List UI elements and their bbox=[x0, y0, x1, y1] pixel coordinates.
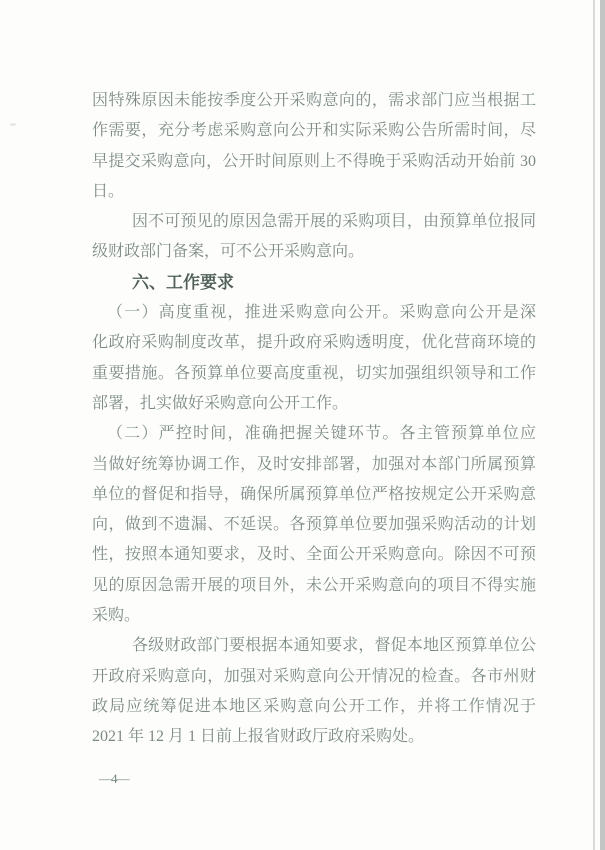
page-edge-strip bbox=[600, 0, 605, 850]
scan-smudge-artifact bbox=[10, 123, 16, 126]
document-line: 日。 bbox=[92, 182, 125, 200]
document-text-block bbox=[92, 86, 536, 753]
document-line: 化政府采购制度改革，提升政府采购透明度，优化营商环境的 bbox=[92, 334, 536, 352]
document-line: 向，做到不遗漏、不延误。各预算单位要加强采购活动的计划 bbox=[92, 516, 536, 534]
page-number: —4— bbox=[99, 771, 129, 786]
document-line: 级财政部门备案，可不公开采购意向。 bbox=[92, 243, 365, 261]
document-line: 采购。 bbox=[92, 607, 141, 625]
document-line: 政局应统筹促进本地区采购意向公开工作，并将工作情况于 bbox=[92, 697, 536, 715]
document-line: 当做好统筹协调工作，及时安排部署，加强对本部门所属预算 bbox=[92, 455, 536, 473]
document-line: 部署，扎实做好采购意向公开工作。 bbox=[92, 394, 349, 412]
document-line: （一）高度重视，推进采购意向公开。采购意向公开是深 bbox=[107, 304, 536, 322]
page-edge-line bbox=[593, 0, 595, 850]
document-line: 开政府采购意向，加强对采购意向公开情况的检查。各市州财 bbox=[92, 667, 536, 685]
document-line: （二）严控时间，准确把握关键环节。各主管预算单位应 bbox=[107, 425, 536, 443]
document-line: 重要措施。各预算单位要高度重视，切实加强组织领导和工作 bbox=[92, 364, 536, 382]
document-line: 单位的督促和指导，确保所属预算单位严格按规定公开采购意 bbox=[92, 485, 536, 503]
document-line: 作需要，充分考虑采购意向公开和实际采购公告所需时间，尽 bbox=[92, 122, 536, 140]
document-line: 性，按照本通知要求，及时、全面公开采购意向。除因不可预 bbox=[92, 546, 536, 564]
document-line: 各级财政部门要根据本通知要求，督促本地区预算单位公 bbox=[132, 637, 536, 655]
document-line: 2021 年 12 月 1 日前上报省财政厅政府采购处。 bbox=[92, 728, 425, 746]
document-line: 见的原因急需开展的项目外，未公开采购意向的项目不得实施 bbox=[92, 576, 536, 594]
document-line: 因特殊原因未能按季度公开采购意向的，需求部门应当根据工 bbox=[92, 92, 536, 109]
document-line: 因不可预见的原因急需开展的采购项目，由预算单位报同 bbox=[132, 213, 536, 231]
document-line: 早提交采购意向，公开时间原则上不得晚于采购活动开始前 30 bbox=[92, 152, 536, 170]
section-heading: 六、工作要求 bbox=[132, 272, 234, 292]
